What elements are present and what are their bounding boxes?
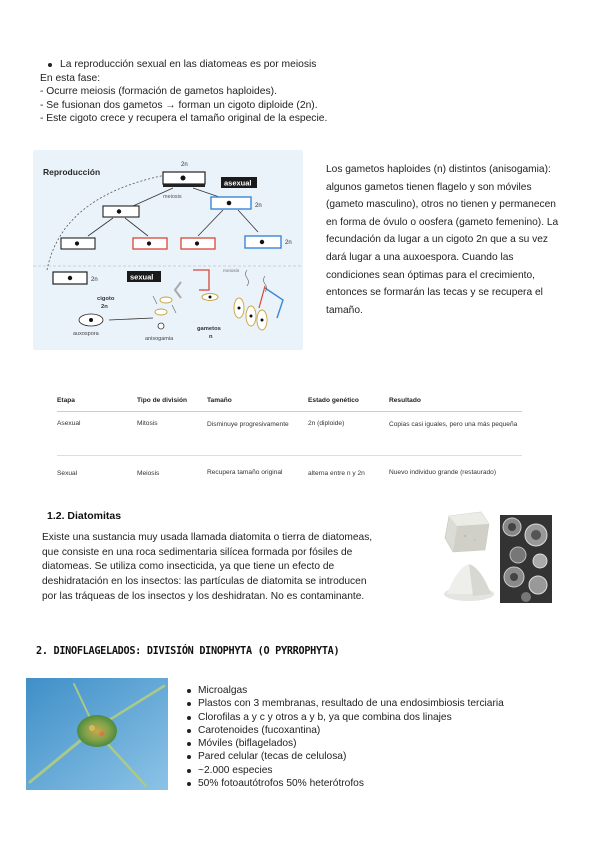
dinoflagelados-list [186, 684, 576, 790]
diatom-micrograph-image [500, 515, 552, 603]
table-cell: Asexual [57, 420, 81, 427]
table-header-cell: Tipo de división [137, 397, 188, 404]
table-header-cell: Resultado [389, 396, 421, 404]
gamete-cell [160, 297, 172, 303]
theca-fragment [259, 286, 265, 308]
list-item: Pared celular (tecas de celulosa) [186, 750, 576, 763]
reproduction-diagram [33, 150, 303, 350]
table-cell: Mitosis [137, 420, 158, 427]
list-item: ~2.000 especies [186, 764, 576, 777]
list-item: Carotenoides (fucoxantina) [186, 724, 576, 737]
arrow [125, 218, 148, 236]
label-2n-b: 2n [285, 240, 292, 246]
intro-line: - Este cigoto crece y recupera el tamaño original de la especie. [40, 113, 328, 125]
label-gametos: gametos [197, 326, 221, 332]
auxospora-nucleus [89, 318, 93, 322]
table-cell: Copias casi iguales, pero una más pequeña [389, 421, 518, 428]
label-auxospora: auxospora [73, 331, 99, 337]
comparison-table [57, 390, 522, 490]
table-cell: alterna entre n y 2n [308, 469, 365, 477]
diatom-cell-row3-1 [61, 238, 95, 249]
reproduction-diagram-svg [33, 150, 303, 350]
asexual-label: asexual [224, 178, 252, 188]
diatom-cell-mid-left [103, 206, 139, 217]
table-cell: Nuevo individuo grande (restaurado) [389, 469, 497, 476]
paragraph-line: deshidratación en los insectos: las partículas de diatomita se introducen [42, 576, 367, 588]
table-header-cell: Estado genético [308, 397, 359, 404]
intro-line: - Se fusionan dos gametos → forman un cigoto diploide (2n). [40, 99, 318, 111]
diatom-cell-top [163, 172, 205, 187]
flagellum [246, 270, 249, 286]
diatom-cell-row3-3 [181, 238, 215, 249]
cycle-arrow [47, 172, 183, 270]
label-2n-top: 2n [181, 162, 188, 168]
table-cell: Recupera tamaño original [207, 469, 283, 476]
list-item: Microalgas [186, 684, 576, 697]
sexual-label: sexual [130, 272, 154, 282]
arrow [238, 210, 258, 232]
table-header-row [57, 390, 522, 412]
label-n: n [209, 334, 213, 340]
intro-line: En esta fase: [40, 72, 101, 84]
flagellum [153, 296, 157, 304]
list-item: Plastos con 3 membranas, resultado de una endosimbiosis terciaria [186, 697, 576, 710]
flagellum [172, 305, 176, 313]
gamete-cell [155, 309, 167, 315]
table-header-cell: Tamaño [207, 396, 232, 404]
diatom-cell-bottom-left [53, 272, 87, 284]
table-header-cell: Etapa [57, 397, 75, 404]
diagram-title: Reproducción [43, 167, 101, 177]
arrow [88, 218, 113, 236]
arrow [109, 318, 153, 320]
table-cell: Disminuye progresivamente [207, 421, 289, 428]
diatom-cell-row3-2 [133, 238, 167, 249]
label-anisogamia: anisogamia [145, 336, 174, 342]
label-cigoto-2n: 2n [101, 304, 108, 310]
label-2n-a: 2n [255, 203, 262, 209]
list-item: Clorofilas a y c y otros a y b, ya que combina dos linajes [186, 711, 576, 724]
intro-block [40, 58, 560, 126]
label-meiosis: meiosis [163, 194, 182, 200]
theca-fragment [193, 270, 209, 290]
dinoflagellate-image [26, 678, 168, 790]
list-item: Móviles (biflagelados) [186, 737, 576, 750]
gamete-nucleus [261, 319, 264, 322]
table-cell: Meiosis [137, 469, 160, 477]
theca-fragment [265, 288, 283, 318]
label-2n-c: 2n [91, 277, 98, 283]
table-cell: 2n (diploide) [308, 420, 345, 427]
theca-fragment [175, 282, 181, 298]
paragraph-line: por las tráqueas de los insectos y los deshidratan. No es contaminante. [42, 590, 365, 602]
intro-line: - Ocurre meiosis (formación de gametos haploides). [40, 86, 277, 98]
list-item: 50% fotoautótrofos 50% heterótrofos [186, 777, 576, 790]
diatomite-rock-image [443, 510, 491, 554]
paragraph-line: Existe una sustancia muy usada llamada diatomita o tierra de diatomeas, [42, 532, 373, 543]
diatomite-powder-image [443, 560, 495, 602]
diatom-cell-row3-4 [245, 236, 281, 248]
anisogamia-paragraph: Los gametos haploides (n) distintos (anisogamia): algunos gametos tienen flagelo y son móviles (gameto masculino), otros no tienen y permanecen en forma de óvulo o oosfera (gameto femenino). La fecundación da lugar a un cigoto 2n que a su vez dará lugar a una auxoespora. Cuando las condiciones sean óptimas para el crecimiento, entonces se formarán las tecas y se recupera el tamaño. [326, 164, 559, 316]
arrow [198, 210, 223, 236]
gamete-cell [158, 323, 164, 329]
section-heading-diatomitas: 1.2. Diatomitas [47, 510, 122, 522]
diatomitas-paragraph [42, 531, 432, 605]
diatom-cell-mid-right [211, 197, 251, 209]
label-meiosis-small: meiosis [223, 269, 240, 274]
section-heading-dinoflagelados: 2. DINOFLAGELADOS: DIVISIÓN DINOPHYTA (O PYRROPHYTA) [36, 646, 340, 657]
table-row [57, 412, 522, 456]
paragraph-line: que consiste en una roca sedimentaria silícea formada por fósiles de [42, 546, 353, 558]
table-cell: Sexual [57, 469, 78, 477]
paragraph-line: diatomeas. Se utiliza como insecticida, ya que tiene un efecto de [42, 561, 335, 573]
gamete-nucleus [250, 315, 253, 318]
intro-bullet: La reproducción sexual en las diatomeas es por meiosis [40, 58, 560, 72]
gamete-nucleus [238, 307, 241, 310]
table-row [57, 456, 522, 490]
gamete-nucleus [209, 296, 212, 299]
label-cigoto: cigoto [97, 296, 115, 302]
